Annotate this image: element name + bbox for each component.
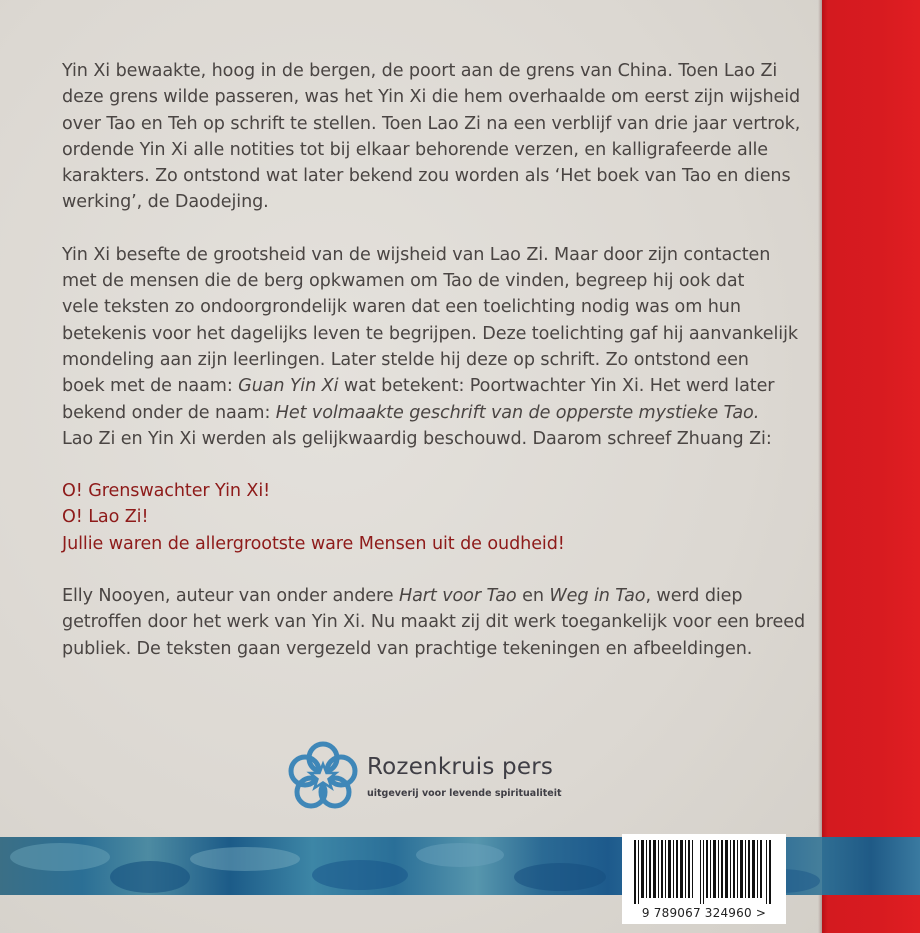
zhuang-zi-quote xyxy=(62,478,784,557)
paragraph-1-line: over Tao en Teh op schrift te stellen. Toen Lao Zi na een verblijf van drie jaar vertrok, xyxy=(62,113,801,134)
book-title-hart-voor-tao: Hart voor Tao xyxy=(398,586,517,607)
paragraph-2 xyxy=(62,242,798,452)
paragraph-1-line: deze grens wilde passeren, was het Yin Xi die hem overhaalde om eerst zijn wijsheid xyxy=(62,87,801,108)
paragraph-2-line: Lao Zi en Yin Xi werden als gelijkwaardig beschouwd. Daarom schreef Zhuang Zi: xyxy=(62,428,772,449)
paragraph-1-line: Yin Xi bewaakte, hoog in de bergen, de poort aan de grens van China. Toen Lao Zi xyxy=(62,61,778,81)
paragraph-2-line: Yin Xi besefte de grootsheid van de wijsheid van Lao Zi. Maar door zijn contacten xyxy=(62,244,771,265)
paragraph-1-line: werking’, de Daodejing. xyxy=(62,192,269,213)
book-title-weg-in-tao: Weg in Tao xyxy=(549,586,646,607)
text-run: bekend onder de naam: xyxy=(62,402,276,423)
paragraph-2-line: met de mensen die de berg opkwamen om Tao de vinden, begreep hij ook dat xyxy=(62,271,745,292)
isbn-number: 9 789067 324960 > xyxy=(641,906,767,920)
paragraph-1-line: karakters. Zo ontstond wat later bekend zou worden als ‘Het boek van Tao en diens xyxy=(62,166,791,187)
paragraph-3-line: publiek. De teksten gaan vergezeld van prachtige tekeningen en afbeeldingen. xyxy=(62,638,753,659)
rose-cross-logo-icon xyxy=(285,738,361,814)
paragraph-2-line-with-title xyxy=(62,400,784,426)
publisher-name: Rozenkruis pers xyxy=(367,754,554,780)
spine-banner-strip xyxy=(822,837,920,895)
quote-line: O! Grenswachter Yin Xi! xyxy=(62,481,271,502)
red-spine xyxy=(822,0,920,933)
barcode-bars xyxy=(634,840,774,904)
text-run: boek met de naam: xyxy=(62,376,239,397)
paragraph-2-line: vele teksten zo ondoorgrondelijk waren dat een toelichting nodig was om hun xyxy=(62,297,741,318)
paragraph-2-line: mondeling aan zijn leerlingen. Later stelde hij deze op schrift. Zo ontstond een xyxy=(62,349,749,370)
publisher-logo xyxy=(285,738,585,818)
paragraph-3-line-with-titles xyxy=(62,583,784,609)
paragraph-3-line: getroffen door het werk van Yin Xi. Nu maakt zij dit werk toegankelijk voor een breed xyxy=(62,612,806,633)
book-title-volmaakte-geschrift: Het volmaakte geschrift van de opperste mystieke Tao. xyxy=(275,402,760,423)
text-run: wat betekent: Poortwachter Yin Xi. Het werd later xyxy=(338,376,775,397)
quote-line: Jullie waren de allergrootste ware Mensen uit de oudheid! xyxy=(62,533,565,554)
paragraph-2-line: betekenis voor het dagelijks leven te begrijpen. Deze toelichting gaf hij aanvankelijk xyxy=(62,323,798,344)
paragraph-1-line: ordende Yin Xi alle notities tot bij elkaar behorende verzen, en kalligrafeerde alle xyxy=(62,139,769,160)
isbn-barcode xyxy=(622,834,786,924)
text-run: , werd diep xyxy=(645,586,743,607)
blurb-text xyxy=(62,58,806,688)
paragraph-2-line-with-title xyxy=(62,373,784,399)
quote-line: O! Lao Zi! xyxy=(62,507,149,528)
text-run: Elly Nooyen, auteur van onder andere xyxy=(62,586,399,607)
paragraph-1 xyxy=(62,58,801,216)
publisher-tagline: uitgeverij voor levende spiritualiteit xyxy=(367,788,562,799)
book-title-guan-yin-xi: Guan Yin Xi xyxy=(238,376,339,397)
text-run: en xyxy=(516,586,550,607)
paragraph-3 xyxy=(62,583,806,662)
